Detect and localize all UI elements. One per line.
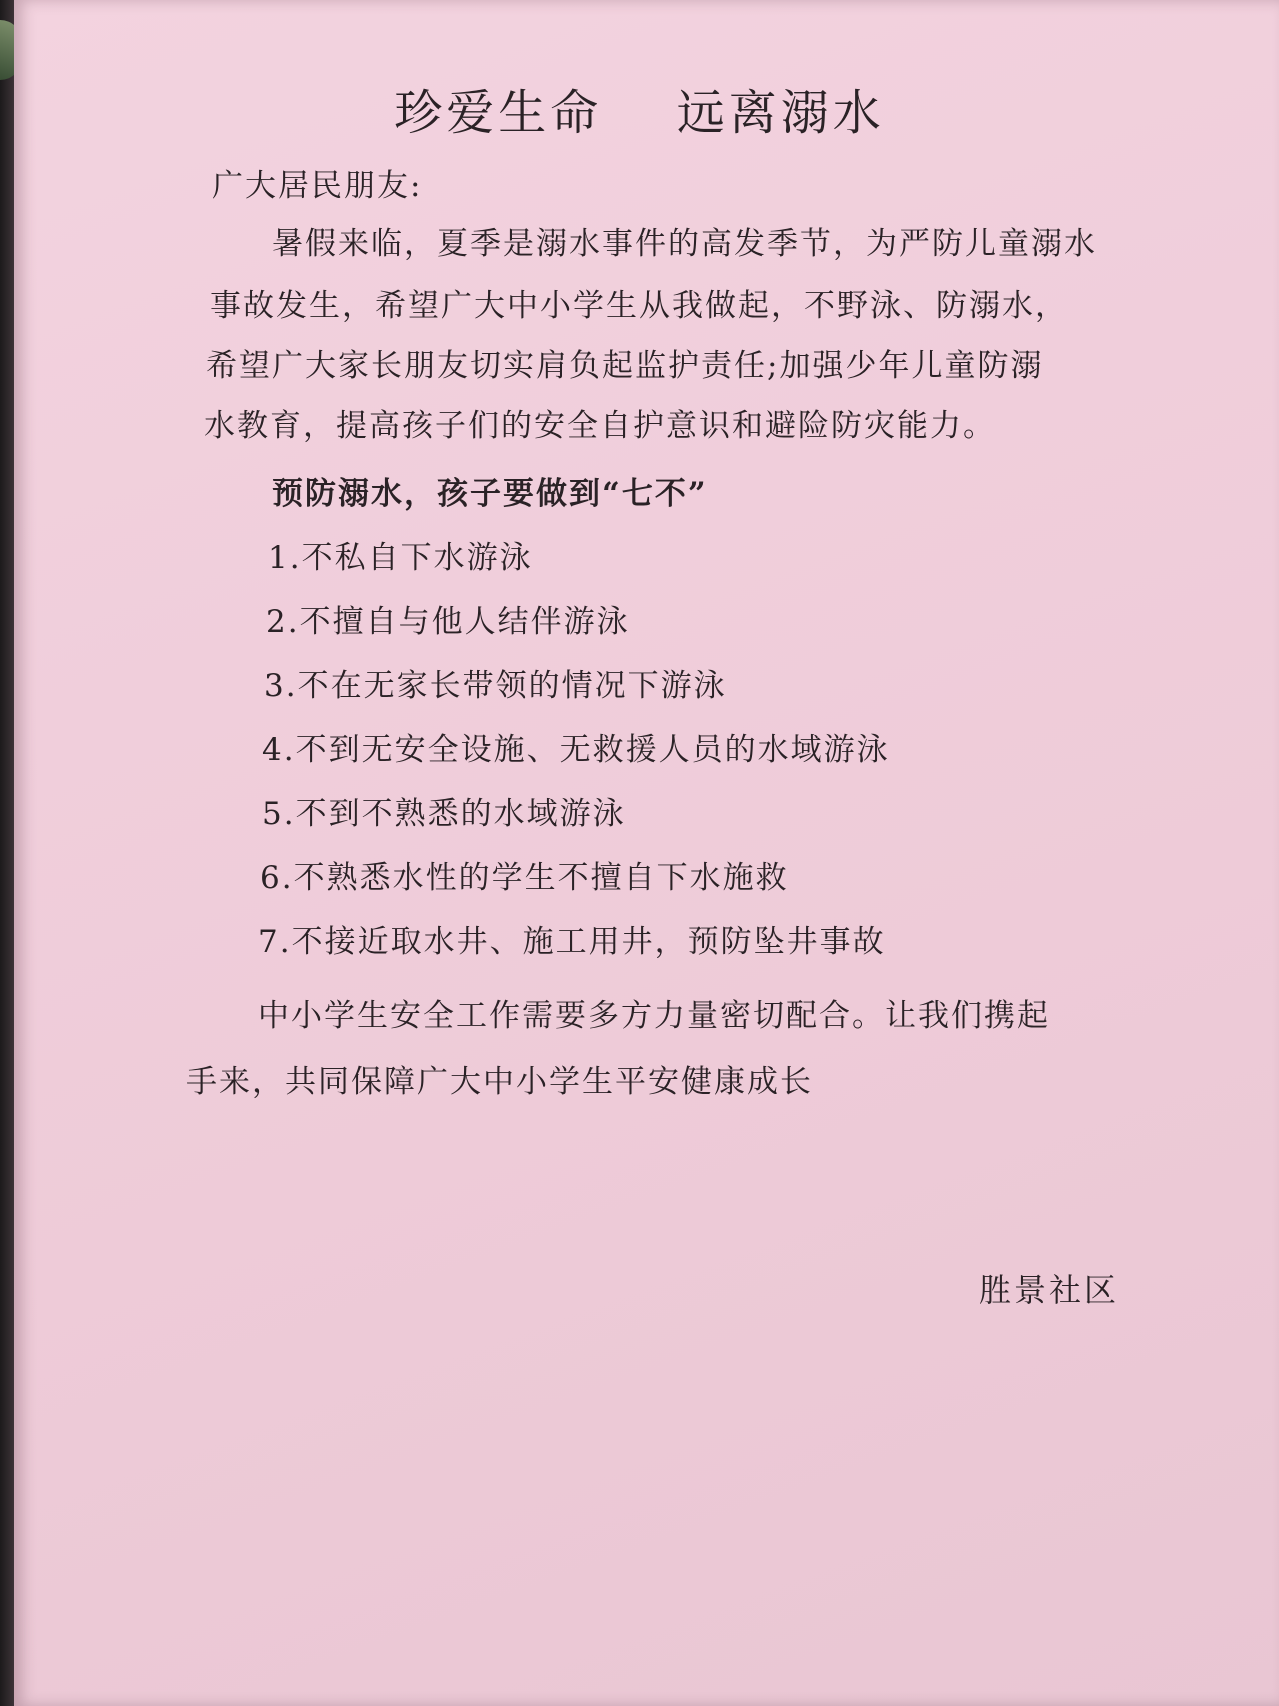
intro-line-2: 事故发生，希望广大中小学生从我做起，不野泳、防溺水，	[210, 288, 1068, 324]
rule-item-4: 4.不到无安全设施、无救援人员的水域游泳	[262, 732, 890, 768]
salutation: 广大居民朋友:	[212, 168, 423, 204]
rule-item-3: 3.不在无家长带领的情况下游泳	[264, 668, 727, 704]
conclusion-line-2: 手来，共同保障广大中小学生平安健康成长	[186, 1064, 813, 1100]
rule-item-2: 2.不擅自与他人结伴游泳	[266, 604, 630, 640]
rule-item-1: 1.不私自下水游泳	[268, 540, 533, 576]
rule-item-5: 5.不到不熟悉的水域游泳	[262, 796, 626, 832]
seven-rules-subheading: 预防溺水，孩子要做到“七不”	[272, 476, 708, 512]
signature-community: 胜景社区	[978, 1271, 1119, 1309]
intro-line-3: 希望广大家长朋友切实肩负起监护责任;加强少年儿童防溺	[206, 348, 1044, 384]
rule-item-6: 6.不熟悉水性的学生不擅自下水施救	[260, 860, 789, 896]
intro-line-4: 水教育，提高孩子们的安全自护意识和避险防灾能力。	[204, 408, 996, 444]
intro-line-1: 暑假来临，夏季是溺水事件的高发季节，为严防儿童溺水	[272, 226, 1097, 262]
notice-title: 珍爱生命 远离溺水	[394, 85, 885, 141]
conclusion-line-1: 中小学生安全工作需要多方力量密切配合。让我们携起	[258, 998, 1050, 1034]
rule-item-7: 7.不接近取水井、施工用井，预防坠井事故	[258, 924, 886, 960]
